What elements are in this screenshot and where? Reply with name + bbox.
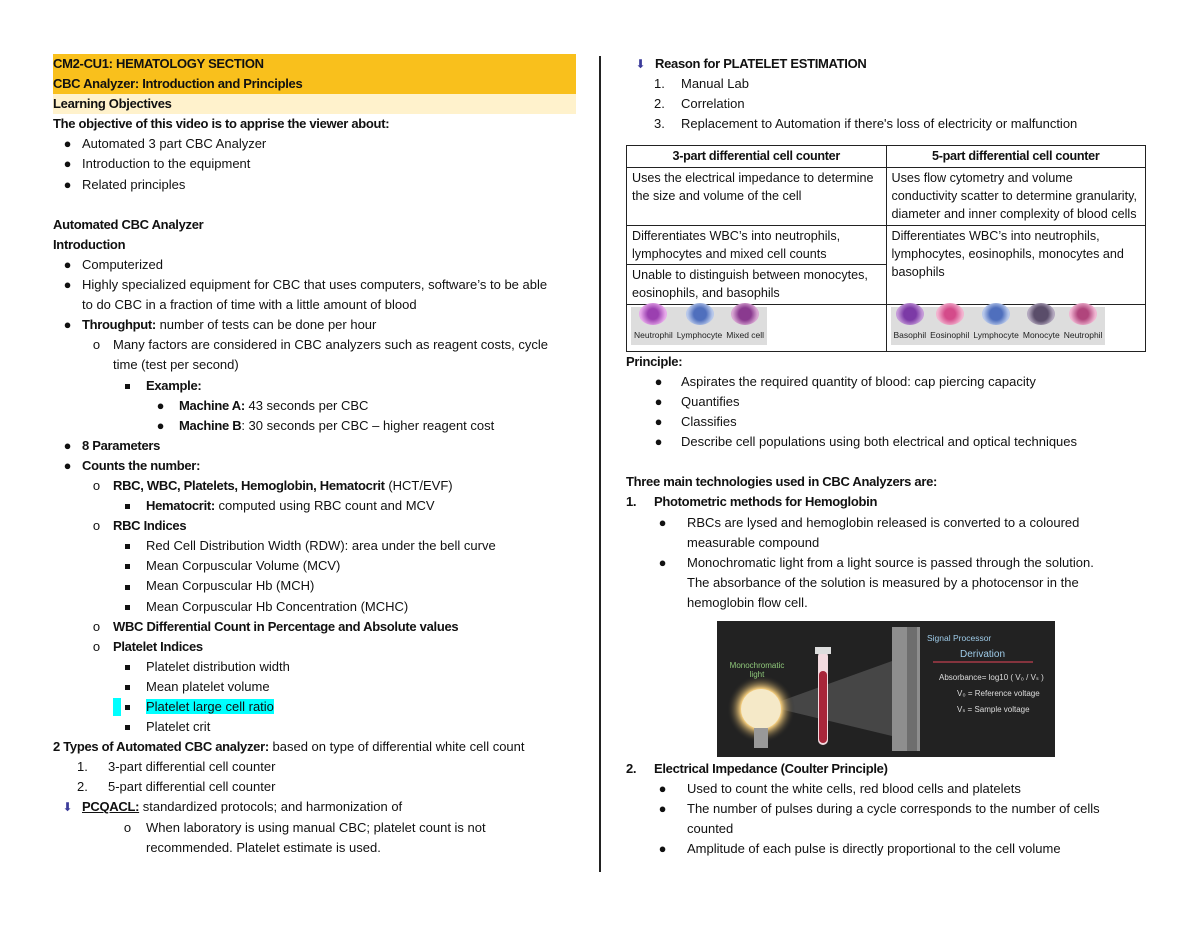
table-cell: Differentiates WBC’s into neutrophils, lymphocytes and mixed cell counts: [627, 225, 887, 265]
list-item: ● Amplitude of each pulse is directly proportional to the cell volume: [658, 841, 1061, 857]
list-item: [53, 757, 576, 777]
list-item-text: Automated 3 part CBC Analyzer: [82, 136, 267, 152]
list-item-text: Platelet distribution width: [146, 658, 290, 674]
list-item: [626, 94, 1146, 114]
types-label: 2 Types of Automated CBC analyzer:: [53, 739, 269, 755]
absorbance-formula: Absorbance= log10 ( V₀ / Vₛ ): [939, 672, 1044, 682]
wbc-label: WBC Differential Count in Percentage and Absolute values: [113, 618, 459, 634]
rbc-text: (HCT/EVF): [384, 477, 453, 493]
list-item-text: Platelet crit: [146, 719, 211, 735]
list-item-text: Related principles: [82, 176, 186, 192]
types-line: [53, 737, 576, 757]
list-item: ● Monochromatic light from a light source is passed through the solution.: [658, 554, 1094, 570]
table-cell: Uses flow cytometry and volume conductivity scatter to determine granularity, diameter and inner complexity of blood cells: [886, 167, 1146, 225]
list-item-text: Highly specialized equipment for CBC that uses computers, software’s to be able: [82, 277, 548, 293]
list-item-text: Quantifies: [681, 393, 740, 409]
list-item: ● Describe cell populations using both electrical and optical techniques: [654, 434, 1078, 450]
rbc-indices-label: RBC Indices: [113, 518, 187, 534]
list-item-highlighted: [53, 697, 576, 717]
list-item-text: 5-part differential cell counter: [108, 779, 276, 795]
list-item-continued: counted: [687, 821, 734, 837]
list-item-continued: recommended. Platelet estimate is used.: [146, 839, 381, 855]
list-item: [53, 556, 576, 576]
cell-label: Neutrophil: [634, 330, 673, 341]
table-row: [627, 304, 1146, 351]
list-item-text: Monochromatic light from a light source is passed through the solution.: [687, 554, 1094, 570]
list-item-text: Many factors are considered in CBC analyzers such as reagent costs, cycle: [113, 337, 548, 353]
cell-figure: [677, 303, 723, 344]
doc-title: CM2-CU1: HEMATOLOGY SECTION: [53, 54, 576, 74]
sample-voltage: Vₛ = Sample voltage: [957, 704, 1030, 714]
cell-label: Mixed cell: [726, 330, 765, 341]
list-item: [626, 114, 1146, 134]
pcqacl-label: PCQACL:: [82, 799, 140, 815]
left-column: [53, 54, 576, 858]
hematocrit-label: Hematocrit:: [146, 498, 215, 514]
list-item-text: Manual Lab: [681, 76, 749, 92]
list-item: o Many factors are considered in CBC analyzers such as reagent costs, cycle: [92, 337, 548, 353]
list-item: ● 8 Parameters: [63, 437, 161, 453]
machine-b-text: : 30 seconds per CBC – higher reagent cost: [241, 417, 495, 433]
table-row: [627, 167, 1146, 225]
table-row: [627, 225, 1146, 265]
list-item: o RBC, WBC, Platelets, Hemoglobin, Hematocrit (HCT/EVF): [92, 477, 453, 493]
list-item: o When laboratory is using manual CBC; platelet count is not: [123, 819, 486, 835]
cell-label: Neutrophil: [1063, 330, 1103, 341]
list-item-text: Mean Corpuscular Volume (MCV): [146, 558, 341, 574]
list-item-text: When laboratory is using manual CBC; platelet count is not: [146, 819, 486, 835]
table-cell: Unable to distinguish between monocytes, eosinophils, and basophils: [627, 265, 887, 305]
derivation-label: Derivation: [960, 648, 1006, 660]
list-item: ● Aspirates the required quantity of blood: cap piercing capacity: [654, 373, 1036, 389]
cell-image-5part: [891, 307, 1106, 345]
photometry-illustration: [717, 621, 1055, 757]
list-item: o Platelet Indices: [92, 638, 203, 654]
table-cell-image: [627, 304, 887, 351]
machine-b-label: Machine B: [179, 417, 242, 433]
list-number: 3.: [654, 116, 665, 132]
list-item: [53, 797, 576, 817]
objective-intro: The objective of this video is to apprise the viewer about:: [53, 116, 390, 132]
list-item: [53, 576, 576, 596]
list-item-continued: The absorbance of the solution is measured by a photocensor in the: [687, 574, 1079, 590]
list-number: 2.: [654, 96, 665, 112]
signal-processor-label: Signal Processor: [927, 632, 992, 643]
table-cell-image: [886, 304, 1146, 351]
tech1-title: Photometric methods for Hemoglobin: [654, 494, 878, 510]
table-cell: Differentiates WBC’s into neutrophils, lymphocytes, eosinophils, monocytes and basophils: [886, 225, 1146, 304]
list-item-text: 3-part differential cell counter: [108, 759, 276, 775]
list-number: 2.: [77, 779, 88, 795]
list-item-text: Amplitude of each pulse is directly proportional to the cell volume: [687, 841, 1061, 857]
section-title: Automated CBC Analyzer: [53, 216, 204, 232]
rbc-label: RBC, WBC, Platelets, Hemoglobin, Hematocrit: [113, 477, 385, 493]
list-item: ● Counts the number:: [63, 457, 201, 473]
hematocrit-text: computed using RBC count and MCV: [214, 498, 435, 514]
cell-label: Monocyte: [1022, 330, 1060, 341]
cell-figure: [1064, 303, 1103, 344]
list-item-text: Used to count the white cells, red blood cells and platelets: [687, 781, 1021, 797]
list-item-text: Red Cell Distribution Width (RDW): area under the bell curve: [146, 538, 496, 554]
comparison-table: [626, 145, 1146, 351]
tech1-line: [626, 492, 1146, 512]
list-item: ● Computerized: [63, 256, 163, 272]
cell-label: Lymphocyte: [676, 330, 723, 341]
list-item: [53, 657, 576, 677]
example-label: Example:: [146, 377, 202, 393]
throughput-label: Throughput:: [82, 317, 156, 333]
reason-title: Reason for PLATELET ESTIMATION: [655, 56, 867, 71]
parameters-label: 8 Parameters: [82, 437, 161, 453]
machine-a-text: 43 seconds per CBC: [244, 397, 369, 413]
principle-title: Principle:: [626, 353, 683, 369]
list-item-continued: hemoglobin flow cell.: [687, 594, 808, 610]
list-item-continued: to do CBC in a fraction of time with a little amount of blood: [82, 297, 417, 313]
list-item: [53, 536, 576, 556]
list-item: o RBC Indices: [92, 518, 187, 534]
cell-figure: [930, 303, 969, 344]
list-item: [626, 74, 1146, 94]
cell-figure: [973, 303, 1019, 344]
list-item: [53, 677, 576, 697]
spacer: [53, 195, 576, 215]
cell-label: Basophil: [893, 330, 927, 341]
list-number: 1.: [654, 76, 665, 92]
spacer: [626, 452, 1146, 472]
list-item-text: RBCs are lysed and hemoglobin released is converted to a coloured: [687, 514, 1080, 530]
list-item-text: Classifies: [681, 414, 737, 430]
list-item: [53, 376, 576, 396]
list-item: [53, 777, 576, 797]
list-item-text: Describe cell populations using both electrical and optical techniques: [681, 434, 1078, 450]
list-number: 1.: [77, 759, 88, 775]
platelet-indices-label: Platelet Indices: [113, 638, 203, 654]
list-item: ● Automated 3 part CBC Analyzer: [63, 136, 267, 152]
arrow-bullet-icon: ⬇: [62, 800, 73, 815]
mono-label-2: light: [749, 669, 765, 679]
cell-label: Lymphocyte: [973, 330, 1019, 341]
list-item: ● Machine B: 30 seconds per CBC – higher reagent cost: [156, 417, 495, 433]
pcqacl-text: standardized protocols; and harmonization of: [139, 799, 403, 815]
tech-title: Three main technologies used in CBC Analyzers are:: [626, 474, 938, 490]
cell-figure: [894, 303, 927, 344]
arrow-bullet-icon: ⬇: [635, 57, 646, 71]
column-divider: [599, 56, 601, 872]
list-item: [53, 597, 576, 617]
table-header-row: [627, 146, 1146, 167]
list-item: ● Throughput: number of tests can be done per hour: [63, 317, 377, 333]
reason-title-line: [626, 54, 1146, 74]
list-item-text: Computerized: [82, 256, 163, 272]
list-item: [53, 717, 576, 737]
table-header: 3-part differential cell counter: [627, 146, 887, 167]
list-item-text: Aspirates the required quantity of blood: cap piercing capacity: [681, 373, 1036, 389]
reference-voltage: V₀ = Reference voltage: [957, 688, 1040, 698]
mono-label-1: Monochromatic: [729, 660, 785, 670]
list-item-text: Replacement to Automation if there's loss of electricity or malfunction: [681, 116, 1078, 132]
cell-figure: [1023, 303, 1060, 344]
table-header: 5-part differential cell counter: [886, 146, 1146, 167]
list-item: o WBC Differential Count in Percentage and Absolute values: [92, 618, 459, 634]
counts-label: Counts the number:: [82, 457, 201, 473]
intro-title: Introduction: [53, 236, 126, 252]
list-item: ● Related principles: [63, 176, 186, 192]
machine-a-label: Machine A:: [179, 397, 245, 413]
right-column: [626, 54, 1146, 859]
types-text: based on type of differential white cell count: [268, 739, 525, 755]
list-number: 1.: [626, 494, 637, 510]
list-number: 2.: [626, 760, 637, 776]
list-item: [53, 496, 576, 516]
tech2-title: Electrical Impedance (Coulter Principle): [654, 760, 888, 776]
monochromatic-label: [727, 661, 787, 679]
tech2-line: [626, 759, 1146, 779]
list-item-text: Correlation: [681, 96, 745, 112]
list-item-continued: time (test per second): [113, 357, 239, 373]
list-item-text: Platelet large cell ratio: [146, 699, 274, 714]
list-item: ● Highly specialized equipment for CBC that uses computers, software’s to be able: [63, 277, 548, 293]
list-item: ● Quantifies: [654, 393, 740, 409]
list-item: ● Introduction to the equipment: [63, 156, 251, 172]
table-cell: Uses the electrical impedance to determine the size and volume of the cell: [627, 167, 887, 225]
list-item: ● The number of pulses during a cycle corresponds to the number of cells: [658, 801, 1100, 817]
cell-figure: [726, 303, 764, 344]
list-item: ● Machine A: 43 seconds per CBC: [156, 397, 369, 413]
cell-label: Eosinophil: [930, 330, 970, 341]
list-item-text: Mean platelet volume: [146, 678, 270, 694]
list-item: ● Used to count the white cells, red blood cells and platelets: [658, 781, 1021, 797]
list-item: ● RBCs are lysed and hemoglobin released is converted to a coloured: [658, 514, 1080, 530]
learning-objectives-heading: Learning Objectives: [53, 94, 576, 114]
doc-subtitle: CBC Analyzer: Introduction and Principles: [53, 74, 576, 94]
list-item-text: Mean Corpuscular Hb (MCH): [146, 578, 315, 594]
list-item-continued: measurable compound: [687, 534, 820, 550]
cell-image-3part: [631, 307, 767, 345]
throughput-text: number of tests can be done per hour: [155, 317, 377, 333]
list-item: ● Classifies: [654, 414, 737, 430]
list-item-text: Introduction to the equipment: [82, 156, 251, 172]
cell-figure: [634, 303, 673, 344]
list-item-text: The number of pulses during a cycle corresponds to the number of cells: [687, 801, 1100, 817]
list-item-text: Mean Corpuscular Hb Concentration (MCHC): [146, 598, 409, 614]
